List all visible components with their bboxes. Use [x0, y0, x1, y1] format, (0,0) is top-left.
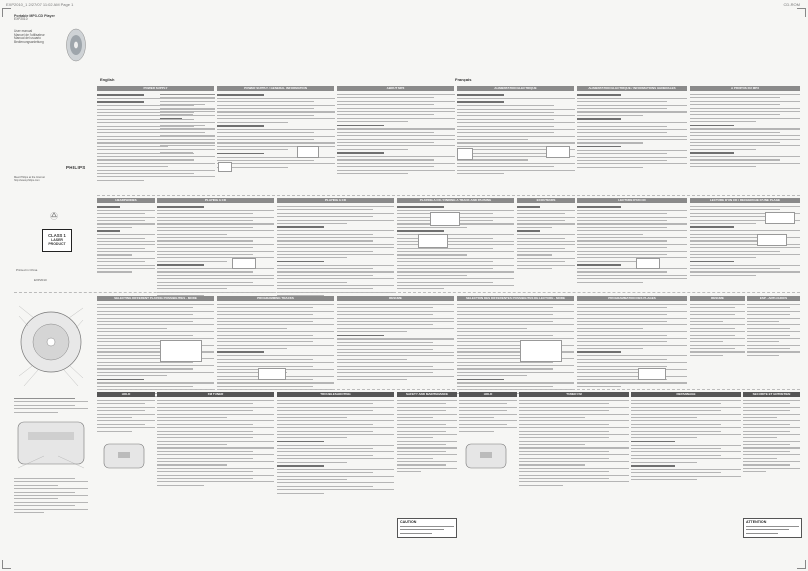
- section-playing-cd-2: PLAYING A CD: [277, 198, 394, 203]
- player-side-diagram: [14, 416, 88, 476]
- cover-panel: [14, 14, 88, 290]
- text-block: [577, 206, 687, 285]
- section-playing-cd: PLAYING A CD: [157, 198, 274, 203]
- manual-title-de: Bedienungsanleitung: [14, 40, 44, 45]
- attention-text: [746, 526, 799, 536]
- text-block: [97, 206, 155, 275]
- file-header-right: CD-ROM: [783, 2, 800, 7]
- player-figure: [765, 212, 795, 224]
- section-esp: ESP - ANTI-CHOCS: [747, 296, 800, 301]
- section-lecture-recherche: LECTURE D'UN CD / RECHERCHE D'UNE PLAGE: [690, 198, 800, 203]
- text-block: [517, 206, 575, 271]
- text-block: [457, 94, 575, 176]
- cd-player-diagram: [14, 296, 88, 391]
- text-block: [397, 400, 457, 475]
- text-block: [217, 94, 335, 170]
- section-mode-fr: SELECTION DES DIFFERENTES POSSIBILITES DE LECTURE - MODE: [457, 296, 574, 301]
- text-block: [160, 94, 215, 156]
- attention-heading: ATTENTION: [746, 520, 767, 524]
- hold-switch-figure: [100, 438, 150, 478]
- text-block: [690, 304, 745, 358]
- text-block: [577, 94, 687, 170]
- text-block: [747, 304, 800, 358]
- text-block: [577, 304, 687, 389]
- manual-title-en: User manual: [14, 28, 33, 33]
- cover-notes: [14, 398, 88, 415]
- crop-mark: [797, 8, 806, 17]
- section-about-mp3: ABOUT MP3: [337, 86, 454, 91]
- brand-sub: [14, 176, 88, 183]
- section-a-propos-mp3: A PROPOS DU MP3: [690, 86, 800, 91]
- text-block: [519, 400, 629, 488]
- page-code: EXP2010: [34, 278, 47, 282]
- caution-text: [400, 526, 454, 536]
- section-securite: SECURITE ET ENTRETIEN: [743, 392, 800, 397]
- battery-figure: [218, 162, 232, 172]
- section-resume: RESUME: [337, 296, 454, 301]
- product-title: Portable MP3-CD Player: [14, 14, 55, 18]
- laser-product-label: [42, 229, 72, 252]
- section-general-info: POWER SUPPLY / GENERAL INFORMATION: [217, 86, 334, 91]
- text-block: [337, 94, 455, 176]
- section-lecture-cd: LECTURE D'UN CD: [577, 198, 687, 203]
- cover-bottom-lines: [14, 478, 88, 515]
- player-figure: [430, 212, 460, 226]
- section-programming: PROGRAMMING TRACKS: [217, 296, 334, 301]
- text-block: [277, 206, 394, 299]
- manual-title-es: Manual del usuario: [14, 36, 41, 41]
- text-block: [459, 400, 517, 434]
- fold-line: [97, 195, 800, 196]
- section-safety: SAFETY AND MAINTENANCE: [397, 392, 457, 397]
- text-block: [277, 400, 394, 496]
- crop-mark: [797, 560, 806, 569]
- section-finding-track: PLAYING A CD / FINDING A TRACK AND PAUSING: [397, 198, 514, 203]
- file-header: EXP2010_1 2/27/07 11:02 AM Page 1: [6, 2, 74, 7]
- text-block: [157, 400, 274, 488]
- player-figure: [757, 234, 787, 246]
- text-block: [97, 400, 155, 434]
- text-block: [157, 206, 274, 299]
- section-hold: HOLD: [97, 392, 155, 397]
- text-block: [690, 94, 800, 170]
- hold-switch-figure: [462, 438, 512, 478]
- text-block: [337, 304, 454, 382]
- brand-logo: PHILIPS: [66, 165, 86, 170]
- brand-sub-line: Meet Philips at the Internet: [14, 176, 45, 179]
- section-troubleshooting: TROUBLESHOOTING: [277, 392, 394, 397]
- crop-mark: [2, 560, 11, 569]
- crop-mark: [2, 8, 11, 17]
- program-figure: [638, 368, 666, 380]
- battery-figure: [457, 148, 473, 160]
- fold-line: [14, 292, 800, 293]
- caution-box: [397, 518, 457, 538]
- section-hold-fr: HOLD: [459, 392, 517, 397]
- printed-in: Printed in China: [16, 268, 38, 272]
- section-depannage: DEPANNAGE: [631, 392, 741, 397]
- section-alimentation: ALIMENTATION ELECTRIQUE: [457, 86, 574, 91]
- laser-text: LASER PRODUCT: [48, 238, 66, 246]
- attention-box: [743, 518, 802, 538]
- caution-heading: CAUTION: [400, 520, 417, 524]
- section-power-supply: POWER SUPPLY: [97, 86, 214, 91]
- section-mode: SELECTING DIFFERENT PLAYING POSSIBILITIES - MODE: [97, 296, 214, 301]
- text-block: [743, 400, 800, 475]
- text-block: [631, 400, 741, 482]
- text-block: [217, 304, 334, 396]
- section-alimentation-info: ALIMENTATION ELECTRIQUE / INFORMATIONS GENERALES: [577, 86, 687, 91]
- section-fm-tuner: FM TUNER: [157, 392, 274, 397]
- fold-line: [97, 389, 800, 390]
- laser-class: CLASS 1: [48, 233, 66, 238]
- adapter-figure: [546, 146, 570, 158]
- lang-english: English: [100, 77, 115, 82]
- section-programmation: PROGRAMMATION DES PLAGES: [577, 296, 687, 301]
- headphone-figure: [232, 258, 256, 269]
- manual-title-fr: Manuel de l'utilisateur: [14, 32, 45, 37]
- section-tuner-fm: TUNER FM: [519, 392, 629, 397]
- adapter-figure: [297, 146, 319, 158]
- recycle-icon: [50, 212, 58, 220]
- player-figure: [418, 234, 448, 248]
- section-ecouteurs: ECOUTEURS: [517, 198, 575, 203]
- brand-url: http://www.philips.com: [14, 179, 40, 183]
- mode-table: [520, 340, 562, 362]
- headphone-figure: [636, 258, 660, 269]
- model-number: EXP2010: [14, 17, 28, 21]
- cd-player-image: [66, 28, 86, 62]
- section-headphones: HEADPHONES: [97, 198, 155, 203]
- program-figure: [258, 368, 286, 380]
- section-resume-fr: RESUME: [690, 296, 745, 301]
- mode-table: [160, 340, 202, 362]
- lang-francais: Français: [455, 77, 472, 82]
